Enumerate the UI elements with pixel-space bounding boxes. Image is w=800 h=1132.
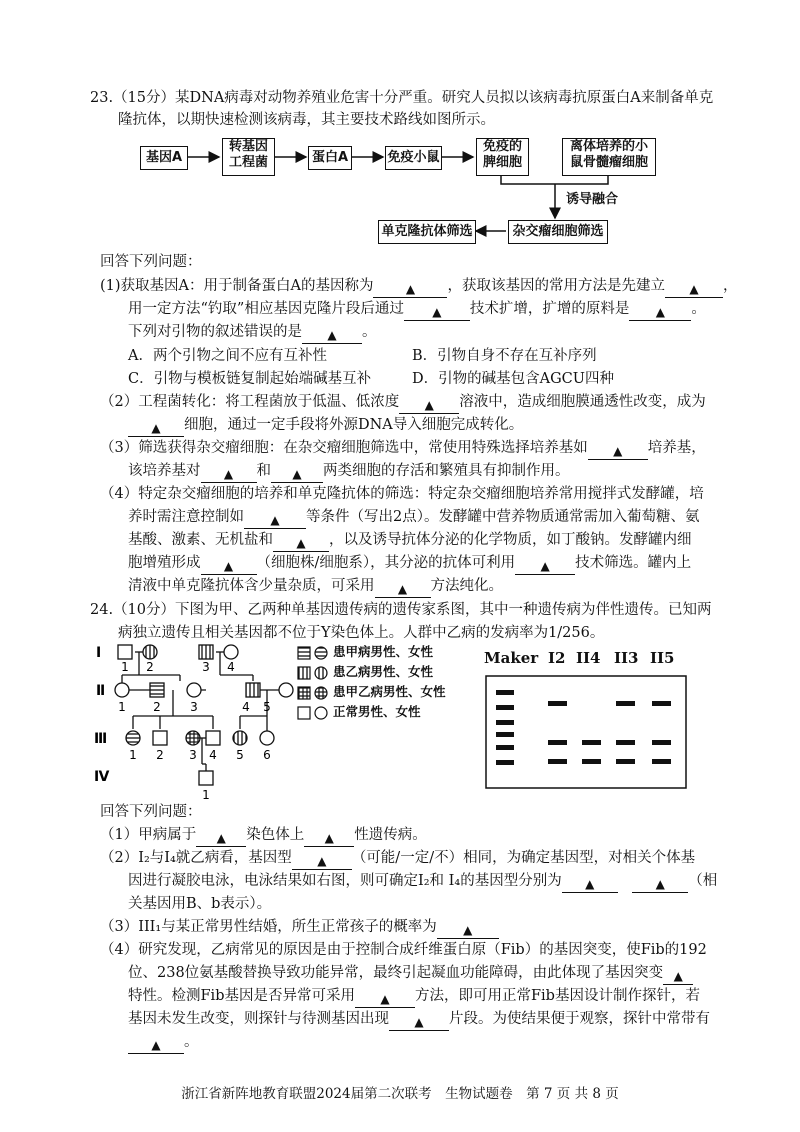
q24-part4-line4 [128, 1009, 710, 1031]
q24-p4-text-b: 位、238位氨基酸替换导致功能异常，最终引起凝血功能障碍，由此体现了基因突变 [128, 965, 664, 981]
q23-p4-text-f: 胞增殖形成 [128, 555, 201, 571]
legend-normal-label: 正常男性、女性 [333, 704, 421, 719]
box-myeloma-line1: 离体培养的小 [569, 139, 648, 154]
answer-blank-screen-tech[interactable]: ▲ [515, 559, 575, 575]
gen-label-2: Ⅱ [96, 683, 106, 699]
q23-option-b: B．引物自身不存在互补序列 [412, 348, 597, 364]
num-i2: 2 [146, 660, 154, 674]
gel-frame [486, 676, 686, 788]
band-ii3-2 [616, 740, 635, 745]
q23-p4-text-j: 方法纯化。 [430, 578, 503, 594]
band-marker-1 [496, 690, 514, 695]
num-iii1: 1 [129, 748, 137, 762]
band-marker-4 [496, 732, 514, 737]
q23-p3-text-b: 培养基， [647, 440, 706, 456]
num-i1: 1 [121, 660, 129, 674]
answer-blank-cell-line[interactable]: ▲ [201, 559, 257, 575]
num-ii5: 5 [263, 700, 271, 714]
gen-label-4: Ⅳ [94, 769, 110, 785]
gel-lane-label-ii5: II5 [650, 649, 675, 667]
q24-part4-line5 [128, 1032, 199, 1054]
box-spleen-line1: 免疫的 [482, 139, 522, 154]
q23-option-d: D．引物的碱基包含AGCU四种 [412, 371, 614, 387]
gel-lane-label-i2: I2 [548, 649, 566, 667]
band-marker-2 [496, 705, 514, 710]
q23-part1-line1: (1)获取基因A：用于制备蛋白A的基因称为 ▲ ，获取该基因的常用方法是先建立 ▲ ， [100, 278, 738, 296]
answer-blank-hybrid-fragment[interactable]: ▲ [389, 1015, 449, 1031]
q24-part2-line3: 关基因用B、b表示）。 [128, 896, 272, 912]
q23-p2-text-c: 细胞，通过一定手段将外源DNA导入细胞完成转化。 [184, 417, 524, 433]
q23-p2-text-b: 溶液中，造成细胞膜通透性改变，成为 [459, 394, 706, 410]
q24-p1-text-b: 染色体上 [246, 827, 305, 843]
gel-lane-label-ii3: II3 [614, 649, 639, 667]
num-i3: 3 [202, 660, 210, 674]
q24-p4-text-d: 方法，即可用正常Fib基因设计制作探针，若 [414, 988, 700, 1004]
answer-blank-detect-method[interactable]: ▲ [355, 992, 415, 1008]
q24-part1 [100, 825, 427, 847]
q24-p4-text-g: 。 [184, 1034, 199, 1050]
q24-p4-text-f: 片段。为使结果便于观察，探针中常带有 [449, 1011, 710, 1027]
q24-p4-text-c: 特性。检测Fib基因是否异常可采用 [128, 988, 355, 1004]
answer-blank-dominance[interactable]: ▲ [304, 831, 354, 847]
q24-p1-text-a: （1）甲病属于 [100, 827, 197, 843]
answer-blank-probability[interactable]: ▲ [437, 923, 499, 939]
band-i2-2 [548, 740, 567, 745]
q24-part4-line1: （4）研究发现，乙病常见的原因是由于控制合成纤维蛋白原（Fib）的基因突变，使Fib的192 [100, 942, 707, 958]
q23-p1-text-e: 下列对引物的叙述错误的是 [128, 324, 302, 340]
gen-label-3: Ⅲ [94, 731, 108, 747]
band-ii5-1 [652, 701, 671, 706]
box-engineered-line2: 工程菌 [228, 155, 268, 170]
label-induced-fusion: 诱导融合 [566, 192, 619, 207]
answer-blank-same-genotype[interactable]: ▲ [292, 854, 352, 870]
q24-p1-text-c: 性遗传病。 [354, 827, 427, 843]
legend-b-label: 患乙病男性、女性 [333, 664, 434, 679]
q23-p1-text-d: 技术扩增，扩增的原料是 [469, 301, 630, 317]
q23-option-c: C．引物与模板链复制起始端碱基互补 [128, 371, 372, 387]
num-ii2: 2 [153, 700, 161, 714]
num-ii1: 1 [118, 700, 126, 714]
q23-p2-text-a: （2）工程菌转化：将工程菌放于低温、低浓度 [100, 394, 400, 410]
box-hybridoma-screening: 杂交瘤细胞筛选 [508, 220, 608, 244]
band-ii3-1 [616, 701, 635, 706]
answer-blank-cell-state[interactable]: ▲ [128, 421, 184, 437]
box-immunized-mouse: 免疫小鼠 [385, 146, 442, 170]
answer-blank-chromosome[interactable]: ▲ [196, 831, 246, 847]
q24-p2-text-a: （2）I₂与I₄就乙病看，基因型 [100, 850, 292, 866]
answer-blank-conditions[interactable]: ▲ [244, 513, 306, 529]
answer-blank-medium[interactable]: ▲ [588, 444, 648, 460]
q23-p3-text-e: 两类细胞的存活和繁殖具有抑制作用。 [323, 463, 570, 479]
answer-blank-cell-type-1[interactable]: ▲ [201, 467, 257, 483]
answer-blank-primer-choice[interactable]: ▲ [302, 328, 362, 344]
q24-p4-text-e: 基因未发生改变，则探针与待测基因出现 [128, 1011, 389, 1027]
q24-part4-line3 [128, 986, 700, 1008]
q24-answer-intro: 回答下列问题： [100, 804, 202, 820]
band-marker-6 [496, 760, 514, 765]
box-spleen-line2: 脾细胞 [482, 155, 522, 170]
band-ii5-2 [652, 740, 671, 745]
q23-stem-line2: 隆抗体，以期快速检测该病毒，其主要技术路线如图所示。 [118, 112, 495, 128]
q23-option-a: A．两个引物之间不应有互补性 [128, 348, 327, 364]
q23-p1-text-a: (1)获取基因A：用于制备蛋白A的基因称为 [100, 278, 374, 294]
answer-blank-genotype-i4[interactable]: ▲ [632, 877, 688, 893]
q23-part4-line1: （4）特定杂交瘤细胞的培养和单克隆抗体的筛选：特定杂交瘤细胞培养常用搅拌式发酵罐，培 [100, 486, 704, 502]
q23-answer-intro: 回答下列问题： [100, 254, 202, 270]
gel-lane-label-ii4: II4 [576, 649, 601, 667]
legend-ab-label: 患甲乙病男性、女性 [333, 684, 446, 699]
answer-blank-library[interactable]: ▲ [665, 282, 723, 298]
num-iii4: 4 [209, 748, 217, 762]
q24-part2-line1 [100, 848, 695, 870]
q23-p4-text-i: 清液中单克隆抗体含少量杂质，可采用 [128, 578, 375, 594]
num-iii2: 2 [156, 748, 164, 762]
box-gene-a: 基因A [140, 146, 188, 170]
box-engineered-line1: 转基因 [228, 139, 268, 154]
num-ii3: 3 [190, 700, 198, 714]
answer-blank-amplify-tech[interactable]: ▲ [404, 305, 470, 321]
q23-p1-text-c: 用一定方法“钓取”相应基因克隆片段后通过 [128, 301, 404, 317]
q23-part1-line3: 下列对引物的叙述错误的是 ▲ 。 [128, 324, 377, 342]
answer-blank-cell-type-2[interactable]: ▲ [271, 467, 323, 483]
num-ii4: 4 [242, 700, 250, 714]
answer-blank-raw-material[interactable]: ▲ [629, 305, 691, 321]
q24-part3 [100, 917, 499, 939]
num-iv1: 1 [202, 788, 210, 802]
answer-blank-solution[interactable]: ▲ [399, 398, 459, 414]
q23-p4-text-b: 养时需注意控制如 [128, 509, 244, 525]
q24-p2-text-b: （可能/一定/不）相同，为确定基因型，对相关个体基 [351, 850, 696, 866]
q23-p4-text-e: ，以及诱导抗体分泌的化学物质，如丁酸钠。发酵罐内细 [329, 532, 692, 548]
q23-p4-text-d: 基酸、激素、无机盐和 [128, 532, 273, 548]
q23-p3-text-d: 和 [256, 463, 271, 479]
answer-blank-gene-name[interactable]: ▲ [373, 282, 447, 298]
page-footer: 浙江省新阵地教育联盟2024届第二次联考 生物试题卷 第 7 页 共 8 页 [181, 1086, 619, 1102]
q23-p4-text-c: 等条件（写出2点）。发酵罐中营养物质通常需加入葡萄糖、氨 [306, 509, 700, 525]
q24-stem-line1: 24.（10分）下图为甲、乙两种单基因遗传病的遗传家系图，其中一种遗传病为伴性遗传。已知两 [90, 602, 712, 618]
band-ii4-2 [582, 759, 601, 764]
band-i2-1 [548, 701, 567, 706]
num-i4: 4 [227, 660, 235, 674]
band-ii5-3 [652, 759, 671, 764]
answer-blank-genotype-i2[interactable]: ▲ [562, 877, 618, 893]
q24-p2-text-d: （相 [688, 873, 718, 889]
box-protein-a: 蛋白A [308, 146, 352, 170]
q23-part1-line2: 用一定方法“钓取”相应基因克隆片段后通过 ▲ 技术扩增，扩增的原料是 ▲ 。 [128, 301, 706, 319]
gel-maker-label: Maker [484, 649, 539, 667]
q23-p4-text-h: 技术筛选。罐内上 [575, 555, 692, 571]
q24-part4-line2 [128, 963, 693, 985]
q23-p4-text-g: （细胞株/细胞系），其分泌的抗体可利用 [256, 555, 516, 571]
q24-p2-text-c: 因进行凝胶电泳，电泳结果如右图，则可确定I₂和 I₄的基因型分别为 [128, 873, 562, 889]
q24-stem-line2: 病独立遗传且相关基因都不位于Y染色体上。人群中乙病的发病率为1/256。 [118, 625, 605, 641]
band-marker-5 [496, 745, 514, 750]
box-mab-screening: 单克隆抗体筛选 [378, 220, 476, 244]
q24-part2-line2 [128, 871, 717, 893]
num-iii5: 5 [236, 748, 244, 762]
num-iii3: 3 [189, 748, 197, 762]
band-marker-3 [496, 720, 514, 725]
num-iii6: 6 [263, 748, 271, 762]
box-myeloma-line2: 鼠骨髓瘤细胞 [569, 155, 648, 170]
q23-p3-text-a: （3）筛选获得杂交瘤细胞：在杂交瘤细胞筛选中，常使用特殊选择培养基如 [100, 440, 588, 456]
band-i2-3 [548, 759, 567, 764]
q23-stem-line1: 23.（15分）某DNA病毒对动物养殖业危害十分严重。研究人员拟以该病毒抗原蛋白A来制备单克 [90, 90, 714, 106]
answer-blank-probe-label[interactable]: ▲ [128, 1038, 184, 1054]
band-ii3-3 [616, 759, 635, 764]
band-ii4-1 [582, 740, 601, 745]
answer-blank-mutation-trait[interactable]: ▲ [663, 969, 693, 985]
q23-p1-text-b: ，获取该基因的常用方法是先建立 [447, 278, 665, 294]
answer-blank-nutrient[interactable]: ▲ [273, 536, 329, 552]
answer-blank-purify[interactable]: ▲ [375, 582, 431, 598]
gen-label-1: Ⅰ [96, 645, 102, 661]
q23-p3-text-c: 该培养基对 [128, 463, 201, 479]
q24-p3-text-a: （3）III₁与某正常男性结婚，所生正常孩子的概率为 [100, 919, 437, 935]
legend-a-label: 患甲病男性、女性 [333, 644, 434, 659]
